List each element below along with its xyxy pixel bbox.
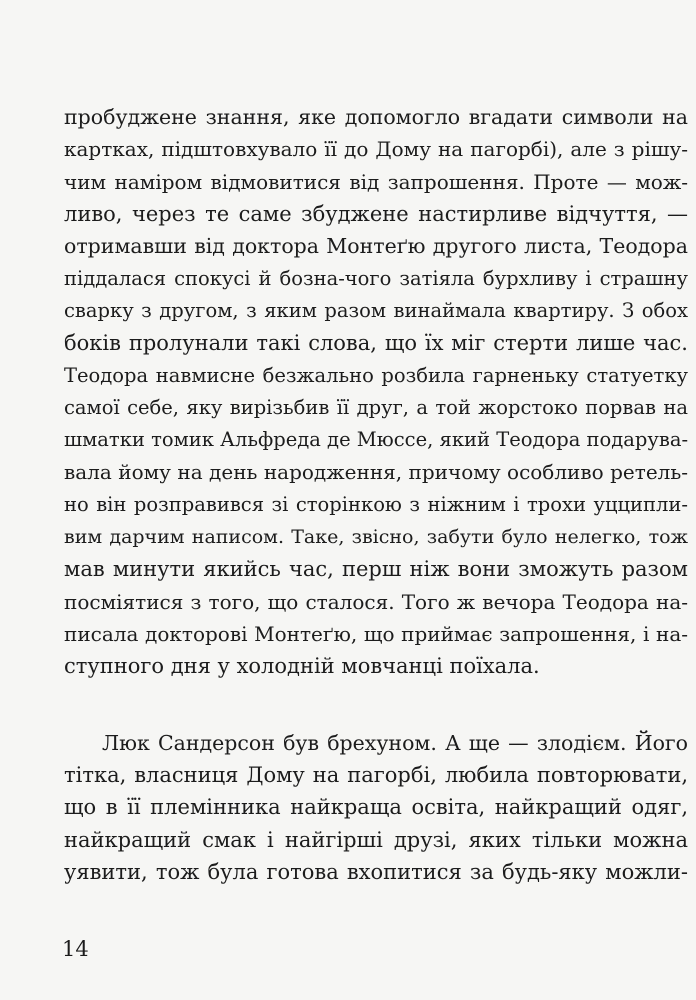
text-line: шматки томик Альфреда де Мюссе, який Теодора подарува- <box>64 428 688 451</box>
text-line: чим наміром відмовитися від запрошення. Проте — мож- <box>64 170 688 194</box>
text-line: но він розправився зі сторінкою з ніжним і трохи уцципли- <box>64 493 688 516</box>
text-line: що в її племінника найкраща освіта, найкращий одяг, <box>64 795 688 819</box>
text-line: найкращий смак і найгірші друзі, яких тільки можна <box>64 828 688 852</box>
text-line: картках, підштовхувало її до Дому на пагорбі), але з рішу- <box>64 137 688 161</box>
text-line: писала докторові Монтеґю, що приймає запрошення, і на- <box>64 622 688 646</box>
text-line: пробуджене знання, яке допомогло вгадати символи на <box>64 105 688 129</box>
text-line: Люк Сандерсон був брехуном. А ще — злодієм. Його <box>102 731 688 755</box>
text-line: сварку з другом, з яким разом винаймала квартиру. З обох <box>64 299 688 322</box>
text-line: вала йому на день народження, причому особливо ретель- <box>64 460 688 484</box>
text-line: піддалася спокусі й бозна-чого затіяла бурхливу і страшну <box>64 267 688 290</box>
text-line: мав минути якийсь час, перш ніж вони зможуть разом <box>64 557 688 581</box>
page-number: 14 <box>62 937 89 961</box>
text-line: Теодора навмисне безжально розбила гарненьку статуетку <box>64 364 688 387</box>
text-line: отримавши від доктора Монтеґю другого листа, Теодора <box>64 234 688 258</box>
text-line: самої себе, яку вирізьбив її друг, а той жорстоко порвав на <box>64 396 688 419</box>
text-line: уявити, тож була готова вхопитися за будь-яку можли- <box>64 860 688 884</box>
text-line: боків пролунали такі слова, що їх міг стерти лише час. <box>64 331 688 355</box>
text-line: тітка, власниця Дому на пагорбі, любила повторювати, <box>64 763 688 787</box>
text-line: вим дарчим написом. Таке, звісно, забути було нелегко, тож <box>64 526 688 548</box>
text-line: ливо, через те саме збуджене настирливе відчуття, — <box>64 202 688 226</box>
text-line: ступного дня у холодній мовчанці поїхала. <box>64 654 540 678</box>
text-line: посміятися з того, що сталося. Того ж вечора Теодора на- <box>64 590 688 614</box>
